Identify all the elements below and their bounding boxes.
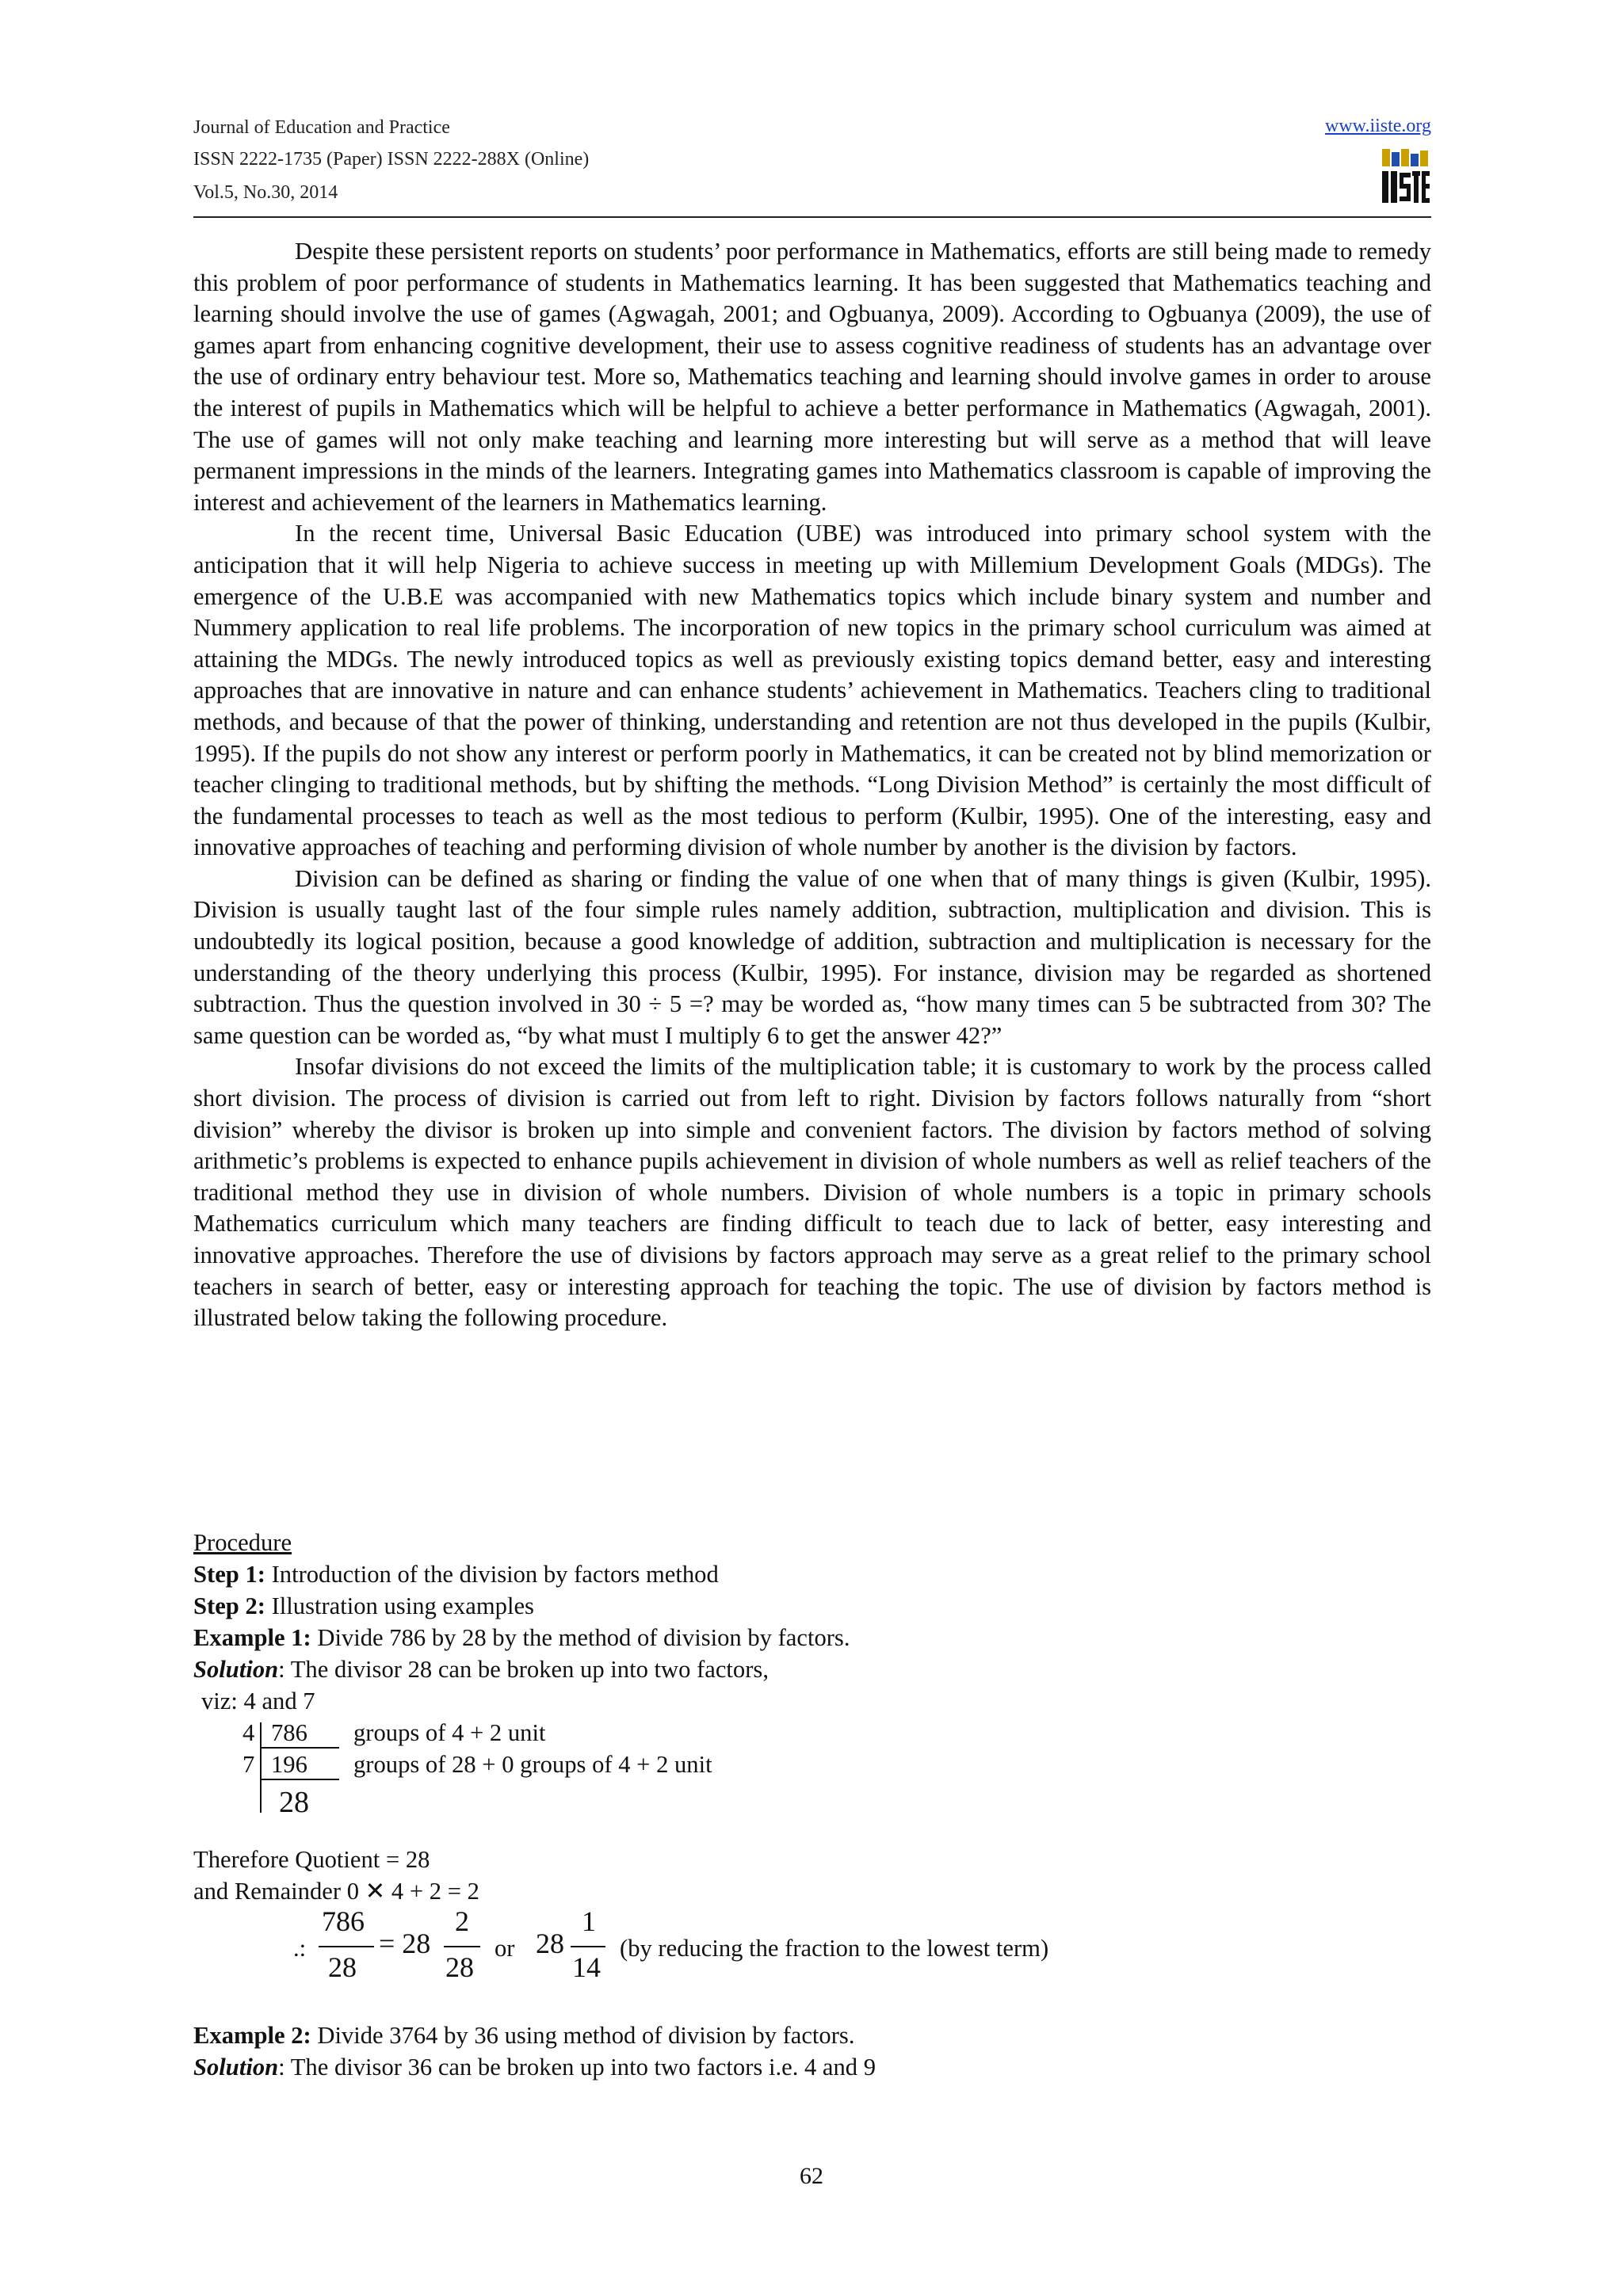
equals-28: = 28 <box>379 1928 431 1959</box>
solution-2 <box>193 2052 876 2084</box>
dividend-196: 196 <box>271 1751 307 1778</box>
divisor-7: 7 <box>242 1751 255 1778</box>
solution-1-text: : The divisor 28 can be broken up into two factors, <box>278 1656 769 1683</box>
fraction-1-bar <box>319 1946 374 1947</box>
division-underline-2 <box>260 1779 339 1780</box>
step-2-label: Step 2: <box>193 1592 265 1619</box>
whole-28: 28 <box>536 1928 564 1959</box>
solution-2-label: Solution <box>193 2054 279 2081</box>
division-note-2: groups of 28 + 0 groups of 4 + 2 unit <box>353 1751 712 1778</box>
dividend-786: 786 <box>271 1719 307 1746</box>
solution-1 <box>193 1654 769 1686</box>
example-1-text: Divide 786 by 28 by the method of division by factors. <box>311 1624 850 1651</box>
fraction-2-denominator: 28 <box>445 1951 474 1983</box>
paragraph: Insofar divisions do not exceed the limits of the multiplication table; it is customary to work by the process called short division. The process of division is carried out from left to right. Division by factors follows naturally from “short division” whereby the divisor is broken up into simple and convenient factors. The division by factors method of solving arithmetic’s problems is expected to enhance pupils achievement in division of whole numbers as well as relief teachers of the traditional method they use in division of whole numbers. Division of whole numbers is a topic in primary schools Mathematics curriculum which many teachers are finding difficult to teach due to lack of better, easy interesting and innovative approaches. Therefore the use of divisions by factors approach may serve as a great relief to the primary school teachers in search of better, easy or interesting approach for teaching the topic. The use of division by factors method is illustrated below taking the following procedure. <box>193 1053 1431 1332</box>
page-number: 62 <box>800 2163 823 2189</box>
factors-viz: viz: 4 and 7 <box>201 1688 315 1714</box>
example-2-label: Example 2: <box>193 2022 311 2049</box>
fraction-3-numerator: 1 <box>582 1905 596 1937</box>
fraction-3-denominator: 14 <box>572 1951 601 1983</box>
paragraph: In the recent time, Universal Basic Education (UBE) was introduced into primary school system with the anticipation that it will help Nigeria to achieve success in meeting up with Millemium Development Goals (MDGs). The emergence of the U.B.E was accompanied with new Mathematics topics which include binary system and number and Nummery application to real life problems. The incorporation of new topics in the primary school curriculum was aimed at attaining the MDGs. The newly introduced topics as well as previously existing topics demand better, easy and interesting approaches that are innovative in nature and can enhance students’ achievement in Mathematics. Teachers cling to traditional methods, and because of that the power of thinking, understanding and retention are not thus developed in the pupils (Kulbir, 1995). If the pupils do not show any interest or perform poorly in Mathematics, it can be created not by blind memorization or teacher clinging to traditional methods, but by shifting the methods. “Long Division Method” is certainly the most difficult of the fundamental processes to teach as well as the most tedious to perform (Kulbir, 1995). One of the interesting, easy and innovative approaches of teaching and performing division of whole number by another is the division by factors. <box>193 520 1431 861</box>
or-word: or <box>495 1935 515 1962</box>
therefore-symbol: .: <box>293 1935 307 1962</box>
paragraph: Despite these persistent reports on students’ poor performance in Mathematics, efforts are still being made to remedy this problem of poor performance of students in Mathematics learning. It has been suggested that Mathematics teaching and learning should involve the use of games (Agwagah, 2001; and Ogbuanya, 2009). According to Ogbuanya (2009), the use of games apart from enhancing cognitive development, their use to assess cognitive readiness of students has an advantage over the use of ordinary entry behaviour test. More so, Mathematics teaching and learning should involve games in order to arouse the interest of pupils in Mathematics which will be helpful to achieve a better performance in Mathematics (Agwagah, 2001). The use of games will not only make teaching and learning more interesting but will serve as a method that will leave permanent impressions in the minds of the learners. Integrating games into Mathematics classroom is capable of improving the interest and achievement of the learners in Mathematics learning. <box>193 238 1431 516</box>
volume-line: Vol.5, No.30, 2014 <box>193 182 338 203</box>
procedure-heading: Procedure <box>193 1529 292 1556</box>
division-underline-1 <box>260 1747 339 1749</box>
fraction-2-numerator: 2 <box>455 1905 469 1937</box>
paragraph: Division can be defined as sharing or finding the value of one when that of many things is given (Kulbir, 1995). Division is usually taught last of the four simple rules namely addition, subtraction, multiplication and division. This is undoubtedly its logical position, because a good knowledge of addition, subtraction and multiplication is necessary for the understanding of the theory underlying this process (Kulbir, 1995). For instance, division may be regarded as shortened subtraction. Thus the question involved in 30 ÷ 5 =? may be worded as, “how many times can 5 be subtracted from 30? The same question can be worded as, “by what must I multiply 6 to get the answer 42?” <box>193 864 1431 1049</box>
division-bracket-line <box>260 1722 262 1813</box>
quotient-line: Therefore Quotient = 28 <box>193 1846 430 1873</box>
fraction-3-bar <box>571 1946 605 1947</box>
fraction-1-numerator: 786 <box>322 1905 365 1937</box>
fraction-2-bar <box>444 1946 480 1947</box>
step-2-text: Illustration using examples <box>265 1592 534 1619</box>
remainder-line: and Remainder 0 ✕ 4 + 2 = 2 <box>193 1878 479 1905</box>
reduction-note: (by reducing the fraction to the lowest term) <box>620 1935 1049 1962</box>
example-2-text: Divide 3764 by 36 using method of division by factors. <box>311 2022 855 2049</box>
solution-2-text: : The divisor 36 can be broken up into two factors i.e. 4 and 9 <box>278 2054 876 2081</box>
iiste-logo <box>1381 147 1431 206</box>
fraction-1-denominator: 28 <box>328 1951 357 1983</box>
division-note-1: groups of 4 + 2 unit <box>353 1719 546 1746</box>
example-1-label: Example 1: <box>193 1624 311 1651</box>
article-body <box>193 236 1431 1334</box>
header-rule <box>193 216 1431 218</box>
step-2 <box>193 1591 534 1623</box>
step-1-label: Step 1: <box>193 1561 265 1588</box>
division-result: 28 <box>279 1786 309 1819</box>
journal-url-link[interactable]: www.iiste.org <box>1325 116 1431 136</box>
divisor-4: 4 <box>242 1719 255 1746</box>
example-2 <box>193 2020 854 2052</box>
step-1-text: Introduction of the division by factors method <box>265 1561 719 1588</box>
solution-1-label: Solution <box>193 1656 279 1683</box>
issn-line: ISSN 2222-1735 (Paper) ISSN 2222-288X (Online) <box>193 149 590 170</box>
journal-title: Journal of Education and Practice <box>193 117 450 138</box>
example-1 <box>193 1623 850 1654</box>
step-1 <box>193 1559 719 1591</box>
